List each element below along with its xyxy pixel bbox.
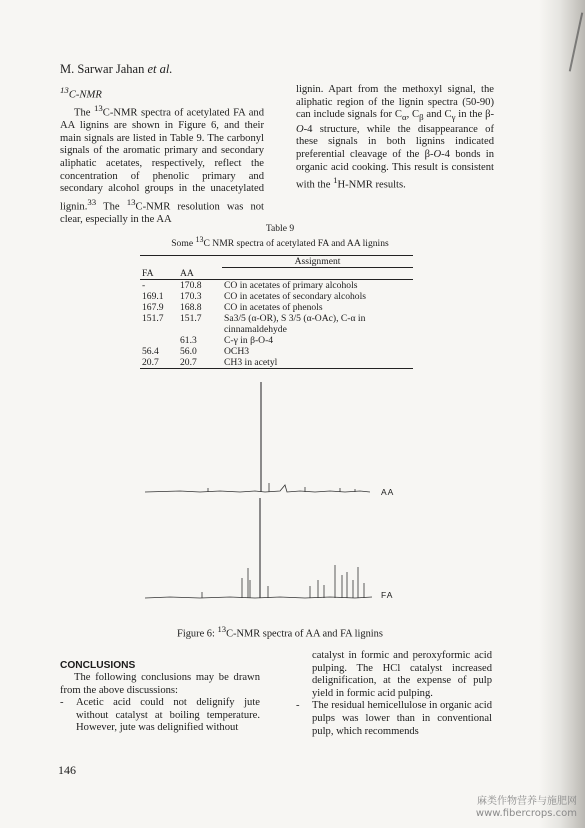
watermark: 麻类作物营养与施肥网 www.fibercrops.com: [475, 796, 577, 819]
header-fa: FA: [140, 268, 178, 280]
page-number: 146: [58, 763, 76, 777]
table-row: - 170.8 CO in acetates of primary alcohols: [142, 279, 358, 291]
running-header: [60, 62, 172, 77]
table-row: 169.1 170.3 CO in acetates of secondary alcohols: [142, 290, 366, 302]
table-row: 20.7 20.7 CH3 in acetyl: [140, 357, 413, 369]
table-label: Table 9: [265, 223, 295, 234]
nmr-table: [140, 255, 413, 369]
table-row: 151.7 151.7 Sa3/5 (α-OR), S 3/5 (α-OAc), C-α in cinnamaldehyde: [142, 312, 366, 335]
header-assignment: Assignment: [222, 256, 413, 268]
left-column: [60, 84, 264, 227]
fa-spectrum: [145, 498, 372, 598]
section-heading: $^{13}$C-NMR: [60, 85, 102, 101]
conclusions-heading: CONCLUSIONS: [60, 660, 136, 671]
author-etal: et al.: [147, 62, 173, 76]
conclusions-left: [60, 672, 260, 735]
list-item: - The residual hemicellulose in organic acid pulps was lower than in conventional pulp, which recommends: [296, 700, 492, 737]
conclusions-intro: The following conclusions may be drawn from the above discussions:: [60, 672, 260, 696]
table-header-row: [140, 256, 413, 268]
table-subheader-row: [140, 268, 413, 280]
table-row: 56.4 56.0 OCH3: [142, 345, 250, 357]
conclusions-right: [296, 650, 492, 738]
aa-label: AA: [381, 487, 395, 497]
body-paragraph-left: The $^{13}$C-NMR spectra of acetylated FA and AA lignins are shown in Figure 6, and their main signals are listed in Table 9. The carbonyl signals of the aromatic primary and secondary aliphatic acetates, respectively, reflect the concentration of phenolic primary and secondary alcohol groups in the unacetylated lignin.$^{33}$ The $^{13}$C-NMR resolution was not clear, especially in the AA: [60, 103, 265, 225]
table-row: 61.3 C-γ in β-O-4: [180, 334, 274, 346]
fa-label: FA: [381, 590, 394, 600]
right-column: [296, 84, 494, 192]
table-caption: Some $^{13}$C NMR spectra of acetylated FA and AA lignins: [171, 235, 389, 250]
header-aa: AA: [178, 268, 222, 280]
conclusions-continuation: catalyst in formic and peroxyformic acid pulping. The HCl catalyst increased delignification, at the expense of pulp yield in formic acid pulping.: [312, 650, 492, 699]
aa-spectrum: [145, 382, 370, 492]
scan-edge-shadow: [539, 0, 585, 828]
nmr-spectra-figure: [140, 380, 400, 610]
author-name: M. Sarwar Jahan: [60, 62, 148, 76]
figure-caption: Figure 6: $^{13}$C-NMR spectra of AA and FA lignins: [177, 624, 383, 640]
body-paragraph-right: lignin. Apart from the methoxyl signal, the aliphatic region of the lignin spectra (50-90) can include signals for $C_\alpha$, $C_\beta$ and $C_\gamma$ in the β-O-4 structure, while the disappearance of these signals in both lignins indicated preferential cleavage of the β-O-4 bonds in organic acid cooking. This result is consistent with the $^1$H-NMR results.: [296, 84, 495, 191]
table-row: 167.9 168.8 CO in acetates of phenols: [142, 301, 323, 313]
list-item: - Acetic acid could not delignify jute without catalyst at boiling temperature. However, jute was delignified without: [60, 697, 260, 734]
